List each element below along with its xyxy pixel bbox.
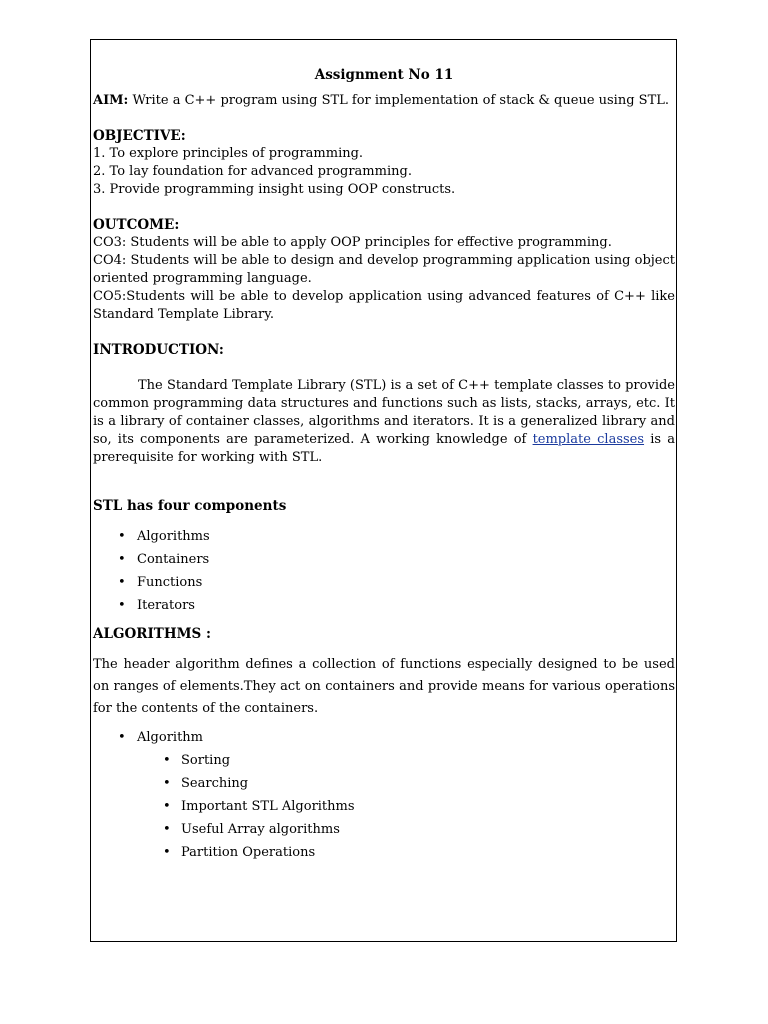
aim-text: Write a C++ program using STL for implementation of stack & queue using STL. [128, 93, 670, 108]
list-item: • Containers [118, 552, 210, 567]
bullet-icon: • [118, 529, 126, 544]
bullet-icon: • [163, 845, 171, 860]
algorithm-list [93, 729, 675, 752]
outcome-item: CO3: Students will be able to apply OOP principles for effective programming. [93, 235, 612, 250]
page-title: Assignment No 11 [314, 67, 454, 83]
outcome-item: CO4: Students will be able to design and develop programming application using object oriented programming language. [93, 253, 675, 286]
list-item: • Iterators [118, 598, 195, 613]
objective-item: 3. Provide programming insight using OOP constructs. [93, 182, 456, 197]
list-item: • Sorting [163, 753, 231, 768]
list-item: • Partition Operations [163, 845, 316, 860]
aim-line [93, 92, 675, 110]
bullet-icon: • [163, 799, 171, 814]
bullet-icon: • [163, 822, 171, 837]
list-item: • Algorithm [118, 730, 203, 745]
document-body [93, 66, 675, 867]
components-heading: STL has four components [93, 498, 287, 514]
list-item: • Searching [163, 776, 249, 791]
list-item: • Important STL Algorithms [163, 799, 355, 814]
bullet-icon: • [163, 753, 171, 768]
outcome-heading: OUTCOME: [93, 217, 180, 233]
list-item: • Functions [118, 575, 203, 590]
objective-item: 2. To lay foundation for advanced programming. [93, 164, 412, 179]
intro-text-a: The Standard Template Library (STL) is a set of C++ template classes to provide common programming data structures and functions such as lists, stacks, arrays, etc. It is a library of container classes, algorithms and iterators. It is a generalized library and so, its components are parameterized. A working knowledge of [93, 378, 675, 447]
components-list [93, 528, 675, 620]
objective-list [93, 145, 675, 199]
intro-text-b: is a prerequisite for working with STL. [93, 432, 675, 465]
list-item: • Useful Array algorithms [163, 822, 340, 837]
introduction-heading: INTRODUCTION: [93, 342, 224, 358]
bullet-icon: • [118, 598, 126, 613]
objective-heading: OBJECTIVE: [93, 128, 186, 144]
algorithms-paragraph: The header algorithm defines a collection of functions especially designed to be used on ranges of elements.They act on containers and provide means for various operations for the contents of the containers. [93, 657, 675, 716]
algorithm-sublist [93, 752, 675, 867]
algorithms-heading: ALGORITHMS : [93, 626, 211, 642]
objective-item: 1. To explore principles of programming. [93, 146, 364, 161]
introduction-paragraph [93, 377, 675, 467]
template-classes-link[interactable]: template classes [532, 432, 645, 447]
bullet-icon: • [118, 575, 126, 590]
bullet-icon: • [163, 776, 171, 791]
list-item: • Algorithms [118, 529, 210, 544]
aim-label: AIM: [93, 93, 129, 108]
bullet-icon: • [118, 730, 126, 745]
outcome-item: CO5:Students will be able to develop application using advanced features of C++ like Standard Template Library. [93, 289, 675, 322]
bullet-icon: • [118, 552, 126, 567]
